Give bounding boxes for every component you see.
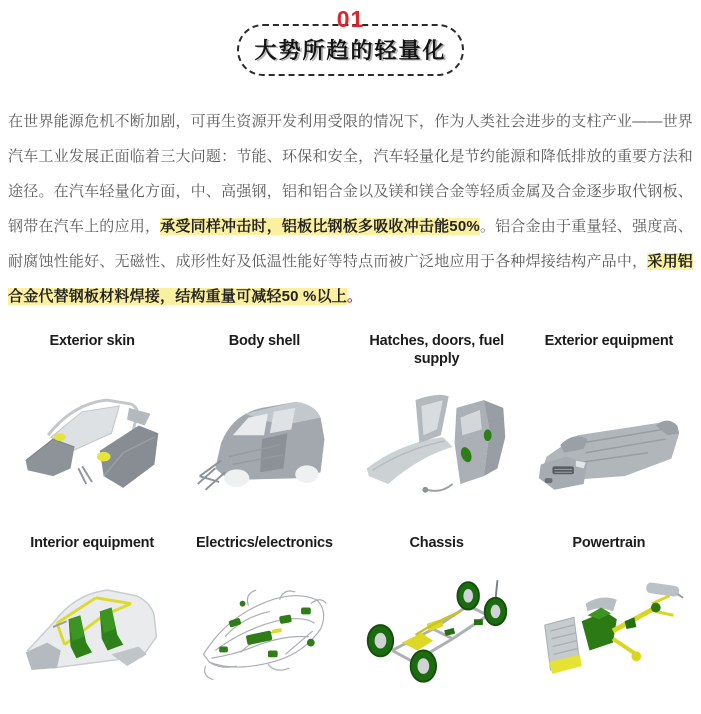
cell-label: Body shell <box>228 333 301 349</box>
cell-label: Chassis <box>409 535 464 551</box>
cell-label: Exterior equipment <box>544 333 674 349</box>
paragraph-segment-highlight: 采用铝合金代替钢板材料焊接，结构重量可减轻50 %以上 <box>8 253 694 305</box>
body-shell-illustration <box>186 372 342 514</box>
section-title-group <box>237 6 463 76</box>
cell-label: Interior equipment <box>30 535 154 551</box>
body-shell-icon <box>186 372 342 514</box>
gallery-cell-exterior-equipment <box>527 332 691 514</box>
hatches-doors-icon <box>359 372 515 514</box>
cell-label: Electrics/electronics <box>195 535 333 551</box>
gallery-cell-chassis <box>355 534 519 700</box>
article-paragraph <box>8 104 693 314</box>
hatches-doors-fuel-supply-illustration <box>359 372 515 514</box>
section-title: 大势所趋的轻量化 <box>254 38 447 63</box>
exterior-skin-illustration <box>14 372 170 514</box>
exterior-equipment-illustration <box>531 372 687 514</box>
paragraph-segment-highlight: 承受同样冲击时，铝板比钢板多吸收冲击能50% <box>160 218 480 235</box>
gallery-cell-body-shell <box>182 332 346 514</box>
interior-equipment-illustration <box>14 558 170 700</box>
cell-label: Powertrain <box>572 535 646 551</box>
chassis-illustration <box>359 558 515 700</box>
paragraph-segment-plain: 在世界能源危机不断加剧，可再生资源开发利用受限的情况下，作为人类社会进步的支柱产业——世界汽车工业发展正面临着三大问题：节能、环保和安全，汽车轻量化是节约能源和降低排放的重要方法和途径。在汽车轻量化方面，中、高强钢，铝和铝合金以及镁和镁合金等轻质金属及合金逐步取代钢板、钢带在汽车上的应用， <box>8 113 693 235</box>
paragraph-end-mark: 。 <box>347 288 363 305</box>
component-gallery <box>10 332 691 700</box>
gallery-cell-electrics <box>182 534 346 700</box>
section-number: 01 <box>336 6 365 32</box>
section-header <box>0 0 701 76</box>
gallery-cell-powertrain <box>527 534 691 700</box>
electrics-electronics-icon <box>186 558 342 700</box>
paragraph-segment-plain: 。铝合金由于重量轻、强度高、耐腐蚀性能好、无磁性、成形性好及低温性能好等特点而被广泛地应用于各种焊接结构产品中， <box>8 218 693 270</box>
component-grid <box>10 332 691 700</box>
electrics-electronics-illustration <box>186 558 342 700</box>
interior-equipment-icon <box>14 558 170 700</box>
powertrain-icon <box>531 558 687 700</box>
gallery-cell-hatches-doors <box>355 332 519 514</box>
gallery-cell-exterior-skin <box>10 332 174 514</box>
gallery-cell-interior-equipment <box>10 534 174 700</box>
exterior-skin-icon <box>14 372 170 514</box>
cell-label: Hatches, doors, fuel supply <box>369 333 504 368</box>
cell-label: Exterior skin <box>49 333 135 349</box>
powertrain-illustration <box>531 558 687 700</box>
exterior-equipment-icon <box>531 372 687 514</box>
chassis-icon <box>359 558 515 700</box>
